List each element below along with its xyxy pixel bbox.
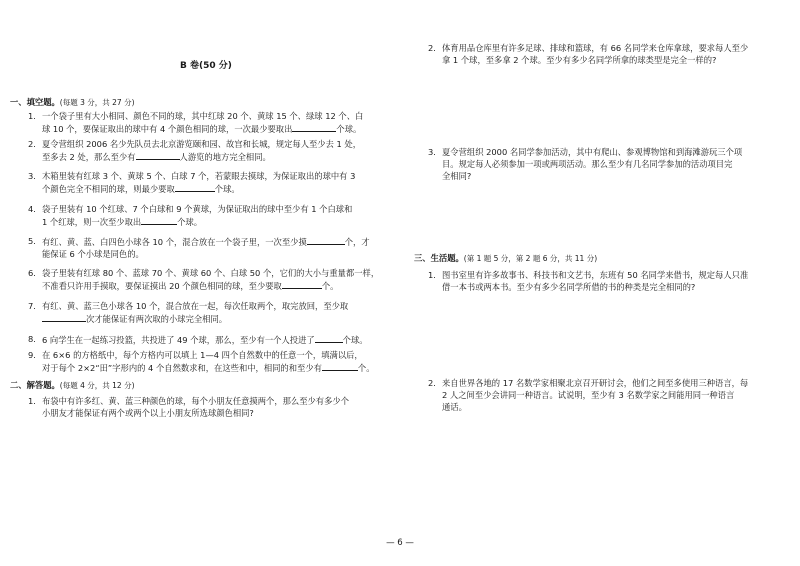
question-line: 个，才 <box>344 237 370 247</box>
question-line: 图书室里有许多故事书、科技书和文艺书，东班有 50 名同学来借书，规定每人只准 <box>442 270 749 280</box>
page-number: — 6 — <box>386 538 414 548</box>
section-solve-heading <box>10 379 135 392</box>
question-number: 9. <box>28 350 36 360</box>
question-line: 6 向学生在一起练习投篮，共投进了 49 个球，那么，至少有一个人投进了 <box>42 335 315 345</box>
question-line: 个球。 <box>342 335 368 345</box>
question-number: 6. <box>28 268 36 278</box>
question-line: 有红、黄、蓝、白四色小球各 10 个，混合放在一个袋子里，一次至少摸 <box>42 237 307 247</box>
question-line: 个颜色完全不相同的球，则最少要取 <box>42 184 175 194</box>
question-line: 袋子里装有红球 80 个、蓝球 70 个、黄球 60 个、白球 50 个，它们的大小与重量都一样， <box>42 268 380 278</box>
question-2-2 <box>428 42 798 66</box>
question-line: 1 个红球，则一次至少取出 <box>42 217 142 227</box>
answer-blank[interactable] <box>136 150 180 160</box>
question-line: 体育用品仓库里有许多足球、排球和篮球，有 66 名同学来仓库拿球，要求每人至少 <box>442 43 749 53</box>
answer-blank[interactable] <box>42 312 86 322</box>
question-line: 个。 <box>357 363 375 373</box>
question-line: 次才能保证有两次取的小球完全相同。 <box>86 314 228 324</box>
question-line: 至多去 2 处，那么至少有 <box>42 152 136 162</box>
answer-blank[interactable] <box>282 279 322 289</box>
question-line: 夏令营组织 2000 名同学参加活动，其中有爬山、参观博物馆和到海滩游玩三个项 <box>442 147 743 157</box>
question-1-9 <box>28 349 398 374</box>
section-points: (每题 4 分，共 12 分) <box>59 381 135 390</box>
question-1-8 <box>28 333 398 346</box>
section-label: 二、解答题。 <box>10 380 60 390</box>
question-line: 球 10 个，要保证取出的球中有 4 个颜色相同的球，一次最少要取出 <box>42 124 293 134</box>
question-line: 全相同? <box>442 171 472 181</box>
question-number: 7. <box>28 301 36 311</box>
question-line: 个球。 <box>214 184 240 194</box>
question-number: 3. <box>428 147 436 157</box>
question-1-2 <box>28 138 398 163</box>
question-line: 能保证 6 个小球是同色的。 <box>42 249 144 259</box>
question-line: 个球。 <box>336 124 362 134</box>
answer-blank[interactable] <box>315 333 343 343</box>
question-line: 一个袋子里有大小相同、颜色不同的球，其中红球 20 个、黄球 15 个、绿球 12 个、白 <box>42 111 364 121</box>
question-2-1 <box>28 395 398 419</box>
question-line: 在 6×6 的方格纸中，每个方格内可以填上 1—4 四个自然数中的任意一个，填满以后， <box>42 350 363 360</box>
question-1-5 <box>28 235 398 260</box>
question-line: 目。规定每人必须参加一项或两项活动。那么至少有几名同学参加的活动项目完 <box>442 159 733 169</box>
question-line: 袋子里装有 10 个红球、7 个白球和 9 个黄球，为保证取出的球中至少有 1 个白球和 <box>42 204 353 214</box>
question-1-6 <box>28 267 398 292</box>
question-1-1 <box>28 110 398 135</box>
section-label: 三、生活题。 <box>414 253 464 263</box>
question-line: 人游览的地方完全相同。 <box>179 152 271 162</box>
question-line: 小朋友才能保证有两个或两个以上小朋友所选球颜色相同? <box>42 408 254 418</box>
answer-blank[interactable] <box>141 215 177 225</box>
question-number: 8. <box>28 334 36 344</box>
question-number: 5. <box>28 236 36 246</box>
question-line: 借一本书或两本书。至少有多少名同学所借的书的种类是完全相同的? <box>442 282 696 292</box>
question-number: 1. <box>428 270 436 280</box>
section-points: (每题 3 分，共 27 分) <box>59 98 135 107</box>
section-points: (第 1 题 5 分，第 2 题 6 分，共 11 分) <box>463 254 598 263</box>
question-line: 不准看只许用手摸取，要保证摸出 20 个颜色相同的球，至少要取 <box>42 281 282 291</box>
question-line: 木箱里装有红球 3 个、黄球 5 个、白球 7 个，若蒙眼去摸球，为保证取出的球中有 3 <box>42 171 356 181</box>
question-number: 4. <box>28 204 36 214</box>
answer-blank[interactable] <box>322 361 358 371</box>
question-number: 3. <box>28 171 36 181</box>
question-3-1 <box>428 269 798 293</box>
section-label: 一、填空题。 <box>10 97 60 107</box>
question-line: 通话。 <box>442 402 467 412</box>
question-line: 2 人之间至少会讲同一种语言。试说明，至少有 3 名数学家之间能用同一种语言 <box>442 390 735 400</box>
question-3-2 <box>428 377 798 413</box>
question-line: 夏令营组织 2006 名少先队员去北京游览颐和园、故宫和长城，规定每人至少去 1 处， <box>42 139 362 149</box>
question-2-3 <box>428 146 798 182</box>
question-line: 来自世界各地的 17 名数学家相聚北京召开研讨会，他们之间至多使用三种语言，每 <box>442 378 749 388</box>
question-1-4 <box>28 203 398 228</box>
question-line: 个。 <box>321 281 339 291</box>
answer-blank[interactable] <box>292 122 336 132</box>
answer-blank[interactable] <box>307 235 345 245</box>
question-number: 1. <box>28 111 36 121</box>
question-number: 1. <box>28 396 36 406</box>
answer-blank[interactable] <box>175 182 215 192</box>
page-title: B 卷(50 分) <box>180 61 232 71</box>
question-number: 2. <box>428 378 436 388</box>
question-number: 2. <box>28 139 36 149</box>
question-line: 有红、黄、蓝三色小球各 10 个，混合放在一起，每次任取两个，取完放回，至少取 <box>42 301 349 311</box>
question-number: 2. <box>428 43 436 53</box>
question-line: 对于每个 2×2“田”字形内的 4 个自然数求和，在这些和中，相同的和至少有 <box>42 363 322 373</box>
section-life-heading <box>414 252 597 265</box>
question-line: 个球。 <box>177 217 203 227</box>
question-line: 拿 1 个球，至多拿 2 个球。至少有多少名同学所拿的球类型是完全一样的? <box>442 55 717 65</box>
question-1-3 <box>28 170 398 195</box>
question-line: 布袋中有许多红、黄、蓝三种颜色的球，每个小朋友任意摸两个，那么至少有多少个 <box>42 396 349 406</box>
question-1-7 <box>28 300 398 325</box>
section-fill-in-heading <box>10 96 135 109</box>
